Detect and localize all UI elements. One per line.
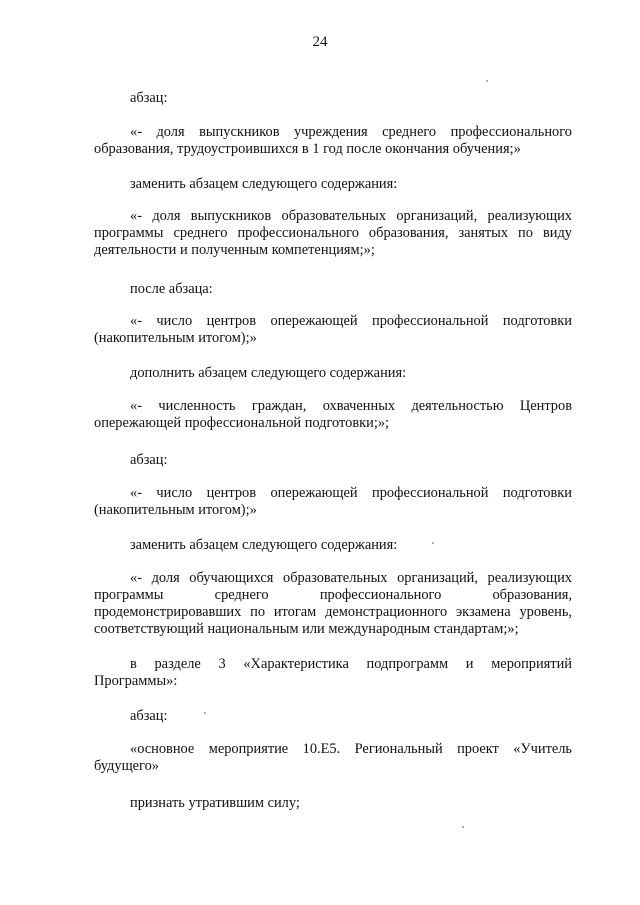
paragraph-4: «- доля выпускников образовательных организаций, реализующих программы среднего профессионального образования, занятых по виду деятельности и полученным компетенциям;»;: [94, 208, 572, 258]
paragraph-1: абзац:: [130, 90, 168, 106]
paragraph-10: «- число центров опережающей профессиональной подготовки (накопительным итогом);»: [94, 485, 572, 518]
paragraph-9: абзац:: [130, 452, 168, 468]
paragraph-6: «- число центров опережающей профессиональной подготовки (накопительным итогом);»: [94, 313, 572, 346]
paragraph-15: «основное мероприятие 10.Е5. Региональный проект «Учитель будущего»: [94, 741, 572, 774]
scan-speck: [462, 826, 464, 828]
scan-speck: [204, 712, 206, 714]
paragraph-12: «- доля обучающихся образовательных организаций, реализующих программы среднего профессионального образования, продемонстрировавших по итогам демонстрационного экзамена уровень, соответствующий национальным или международным стандартам;»;: [94, 570, 572, 637]
paragraph-3: заменить абзацем следующего содержания:: [130, 176, 398, 192]
paragraph-13: в разделе 3 «Характеристика подпрограмм и мероприятий Программы»:: [94, 656, 572, 689]
scan-speck: [486, 80, 488, 82]
page-number: 24: [312, 34, 328, 50]
paragraph-11: заменить абзацем следующего содержания:: [130, 537, 398, 553]
scan-speck: [432, 542, 434, 544]
paragraph-16: признать утратившим силу;: [130, 795, 300, 811]
paragraph-8: «- численность граждан, охваченных деятельностью Центров опережающей профессиональной подготовки;»;: [94, 398, 572, 431]
paragraph-2: «- доля выпускников учреждения среднего профессионального образования, трудоустроившихся в 1 год после окончания обучения;»: [94, 124, 572, 157]
paragraph-7: дополнить абзацем следующего содержания:: [130, 365, 407, 381]
paragraph-14: абзац:: [130, 708, 168, 724]
paragraph-5: после абзаца:: [130, 281, 213, 297]
